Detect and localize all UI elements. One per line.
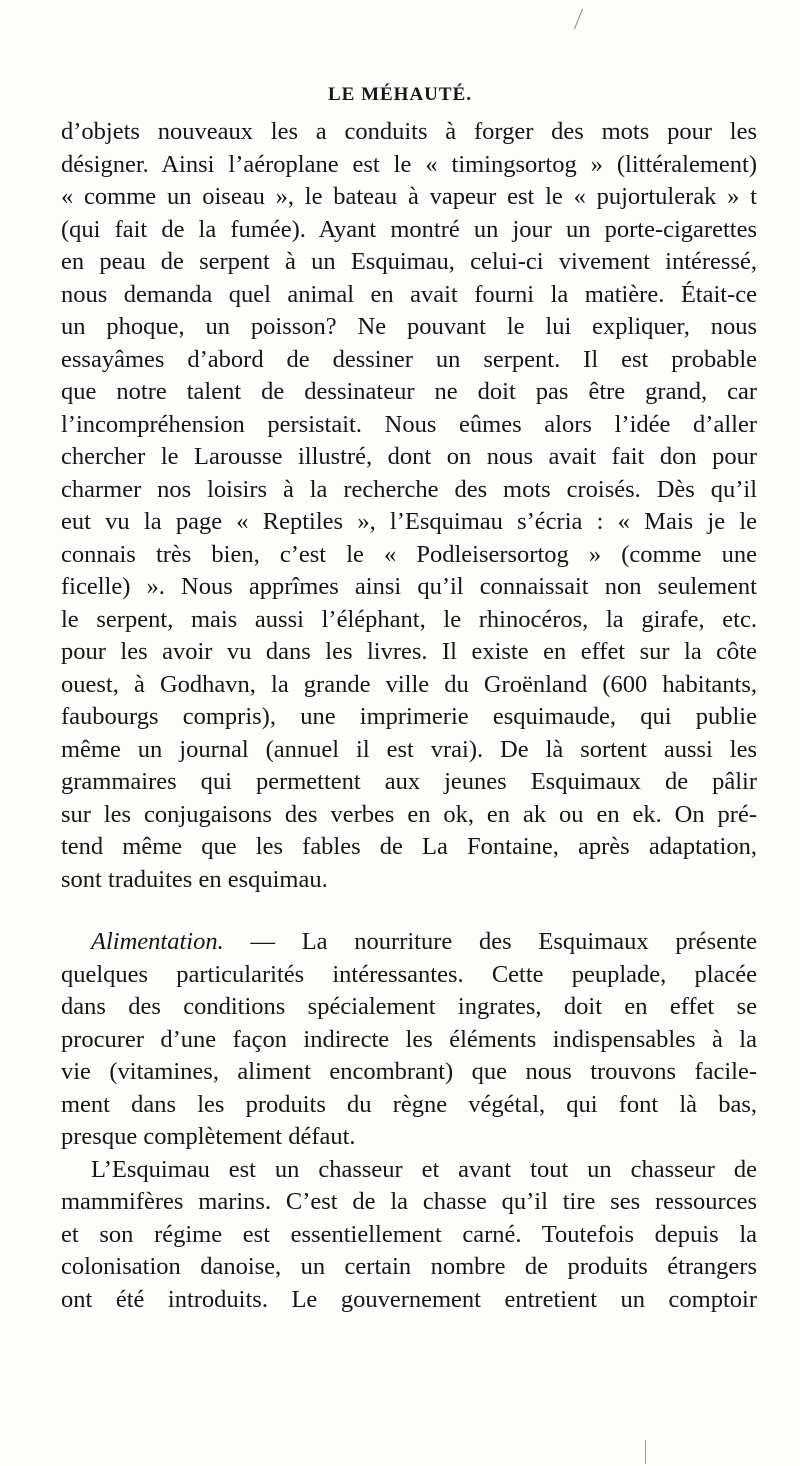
text-line: connais très bien, c’est le « Podleisersortog » (comme une xyxy=(61,540,757,568)
text-line: ont été introduits. Le gouvernement entretient un comptoir xyxy=(61,1285,757,1313)
scan-edge-mark xyxy=(645,1440,646,1464)
text-line: ment dans les produits du règne végétal, qui font là bas, xyxy=(61,1090,757,1118)
paragraph xyxy=(61,1154,757,1317)
corner-pencil-mark xyxy=(574,9,583,30)
text-line: un phoque, un poisson? Ne pouvant le lui expliquer, nous xyxy=(61,313,757,340)
text-line: chercher le Larousse illustré, dont on nous avait fait don pour xyxy=(61,443,757,470)
section-dash: — xyxy=(223,928,302,955)
paragraph xyxy=(61,116,757,896)
section-alimentation xyxy=(61,926,757,1154)
text-line: « comme un oiseau », le bateau à vapeur est le « pujortulerak » t xyxy=(61,183,757,210)
text-line: ouest, à Godhavn, la grande ville du Groënland (600 habitants, xyxy=(61,670,757,698)
section-first-line xyxy=(61,926,757,959)
text-line: (qui fait de la fumée). Ayant montré un jour un porte-cigarettes xyxy=(61,215,757,243)
text-line: en peau de serpent à un Esquimau, celui-ci vivement intéressé, xyxy=(61,248,757,275)
text-line: procurer d’une façon indirecte les éléments indispensables à la xyxy=(61,1025,757,1053)
text-line: faubourgs compris), une imprimerie esquimaude, qui publie xyxy=(61,703,757,730)
text-line: charmer nos loisirs à la recherche des mots croisés. Dès qu’il xyxy=(61,475,757,503)
text-line: nous demanda quel animal en avait fourni la matière. Était-ce xyxy=(61,280,757,308)
paragraph-spacer xyxy=(61,896,757,926)
text-line: et son régime est essentiellement carné. Toutefois depuis la xyxy=(61,1220,757,1248)
body-text xyxy=(61,116,757,1316)
text-line: tend même que les fables de La Fontaine, après adaptation, xyxy=(61,833,757,860)
text-line: même un journal (annuel il est vrai). De là sortent aussi les xyxy=(61,735,757,763)
text-line: pour les avoir vu dans les livres. Il existe en effet sur la côte xyxy=(61,638,757,665)
text-line: presque complètement défaut. xyxy=(61,1123,356,1150)
text-line: désigner. Ainsi l’aéroplane est le « timingsortog » (littéralement) xyxy=(61,150,757,178)
text-line: grammaires qui permettent aux jeunes Esquimaux de pâlir xyxy=(61,768,757,795)
text-line: mammifères marins. C’est de la chasse qu’il tire ses ressources xyxy=(61,1188,757,1215)
text-line: colonisation danoise, un certain nombre de produits étrangers xyxy=(61,1253,757,1280)
section-first-line-text: La nourriture des Esquimaux présente xyxy=(301,928,758,955)
running-head: LE MÉHAUTÉ. xyxy=(327,84,473,105)
text-line: vie (vitamines, aliment encombrant) que nous trouvons facile- xyxy=(61,1058,757,1085)
text-line: quelques particularités intéressantes. Cette peuplade, placée xyxy=(61,960,757,988)
text-line: eut vu la page « Reptiles », l’Esquimau s’écria : « Mais je le xyxy=(61,508,757,535)
text-line: dans des conditions spécialement ingrates, doit en effet se xyxy=(61,993,757,1020)
text-line: ficelle) ». Nous apprîmes ainsi qu’il connaissait non seulement xyxy=(61,573,757,600)
text-line: L’Esquimau est un chasseur et avant tout un chasseur de xyxy=(91,1155,757,1183)
text-line: sur les conjugaisons des verbes en ok, en ak ou en ek. On pré- xyxy=(61,800,757,828)
text-line: le serpent, mais aussi l’éléphant, le rhinocéros, la girafe, etc. xyxy=(61,605,757,633)
text-line: sont traduites en esquimau. xyxy=(61,865,328,893)
text-line: l’incompréhension persistait. Nous eûmes alors l’idée d’aller xyxy=(61,410,757,438)
text-line: essayâmes d’abord de dessiner un serpent. Il est probable xyxy=(61,345,757,373)
text-line: que notre talent de dessinateur ne doit pas être grand, car xyxy=(61,378,757,405)
text-line: d’objets nouveaux les a conduits à forger des mots pour les xyxy=(61,118,757,145)
section-title: Alimentation. xyxy=(91,928,224,955)
